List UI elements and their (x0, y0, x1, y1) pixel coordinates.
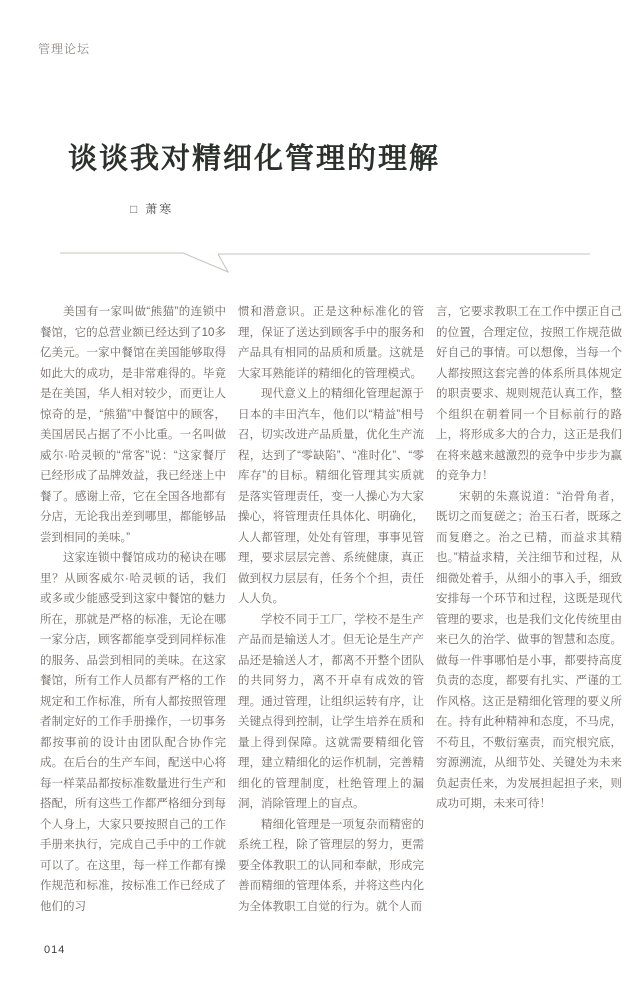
article-title: 谈谈我对精细化管理的理解 (68, 143, 441, 175)
decorative-divider-line (0, 246, 640, 278)
byline (130, 200, 173, 217)
text-column-3 (436, 302, 622, 917)
paragraph-fragment: 宋朝的朱熹说道：“治骨角者，既切之而复磋之；治玉石者，既琢之而复磨之。治之已精，而益求其精也。”精益求精，关注细节和过程，从细微处着手，从细小的事入手，细致安排每一个环节和过程，这既是现代管理的要求，也是我们文化传统里由来已久的治学、做事的智慧和态度。做每一件事哪怕是小事，都要持高度负责的态度，都要有扎实、严谨的工作风格。这正是精细化管理的要义所在。持有此种精神和态度，不马虎，不苟且，不敷衍塞责，而究根究底，穷源溯流，从细节处、关键处为未来负起责任来，为发展担起担子来，则成功可期，未来可待！ (436, 490, 622, 810)
text-column-1 (40, 302, 226, 917)
page-number: 014 (44, 944, 66, 956)
paragraph-fragment: 精细化管理是一项复杂而精密的系统工程，除了管理层的努力，更需要全体教职工的认同和奉献，形成完善而精细的管理体系，并将这些内化为全体教职工自觉的行为。就个人而 (238, 818, 424, 913)
text-column-2 (238, 302, 424, 917)
paragraph-fragment: 这家连锁中餐馆成功的秘诀在哪里？从顾客威尔·哈灵顿的话，我们或多或少能感受到这家中餐馆的魅力所在，那就是严格的标准，无论在哪一家分店，顾客都能享受到同样标准的服务、品尝到相同的美味。在这家餐馆，所有工作人员都有严格的工作规定和工作标准，所有人都按照管理者制定好的工作手册操作，一切事务都按事前的设计由团队配合协作完成。在后台的生产车间，配送中心将每一样菜品都按标准数量进行生产和搭配，所有这些工作都严格细分到每个人身上，大家只要按照自己的工作手册来执行，完成自己手中的工作就可以了。在这里，每一样工作都有操作规范和标准，按标准工作已经成了他们的习 (40, 552, 226, 913)
paragraph-fragment: 惯和潜意识。正是这种标准化的管理，保证了送达到顾客手中的服务和产品具有相同的品质和质量。这就是大家耳熟能详的精细化的管理模式。 (238, 306, 424, 380)
author-marker-square: □ (130, 202, 140, 216)
author-name: 萧寒 (145, 202, 174, 216)
section-label: 管理论坛 (38, 42, 91, 56)
paragraph-fragment: 美国有一家叫做“熊猫”的连锁中餐馆，它的总营业额已经达到了10多亿美元。一家中餐馆在美国能够取得如此大的成功，是非常难得的。毕竟是在美国，华人相对较少，而更让人惊奇的是，“熊猫”中餐馆中的顾客，美国居民占据了不小比重。一名叫做威尔·哈灵顿的“常客”说：“这家餐厅已经形成了品牌效益，我已经迷上中餐了。感谢上帝，它在全国各地都有分店，无论我出差到哪里，都能够品尝到相同的美味。” (40, 306, 226, 544)
paragraph-fragment: 学校不同于工厂，学校不是生产产品而是输送人才。但无论是生产产品还是输送人才，都离不开整个团队的共同努力，离不开卓有成效的管理。通过管理，让组织运转有序，让关键点得到控制，让学生培养在质和量上得到保障。这就需要精细化管理，建立精细化的运作机制，完善精细化的管理制度，杜绝管理上的漏洞，消除管理上的盲点。 (238, 613, 424, 810)
paragraph-fragment: 言，它要求教职工在工作中摆正自己的位置，合理定位，按照工作规范做好自己的事情。可以想像，当每一个人都按照这套完善的体系所具体规定的职责要求、规则规范认真工作，整个组织在朝着同一个目标前行的路上，将形成多大的合力，这正是我们在将来越来越激烈的竞争中步步为赢的竞争力！ (436, 306, 622, 482)
article-body (40, 302, 623, 917)
paragraph-fragment: 现代意义上的精细化管理起源于日本的丰田汽车，他们以“精益”相号召，切实改进产品质量，优化生产流程，达到了“零缺陷”、“准时化”、“零库存”的目标。精细化管理其实质就是落实管理责任，变一人操心为大家操心，将管理责任具体化、明确化，人人都管理，处处有管理，事事见管理，要求层层完善、系统健康，真正做到权力层层有，任务个个担，责任人人负。 (238, 388, 424, 605)
